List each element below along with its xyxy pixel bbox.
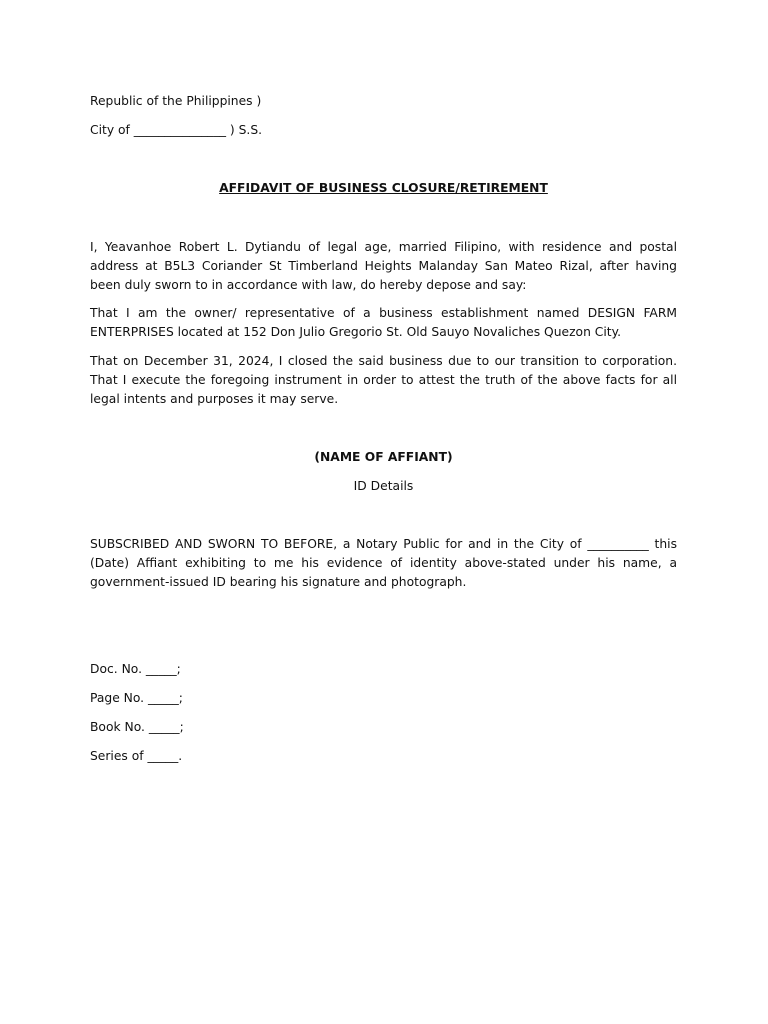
id-details-label: ID Details bbox=[353, 479, 414, 493]
paragraph-affiant-identity: I, Yeavanhoe Robert L. Dytiandu of legal age, married Filipino, with residence and postal address at B5L3 Coriander St Timberland Heights Malanday San Mateo Rizal, after having been duly sworn to in accordance with law, do hereby depose and say: bbox=[90, 240, 677, 292]
paragraph-closure-statement: That on December 31, 2024, I closed the said business due to our transition to corporation. That I execute the foregoing instrument in order to attest the truth of the above facts for all legal intents and purposes it may serve. bbox=[90, 354, 677, 406]
affiant-name-placeholder: (NAME OF AFFIANT) bbox=[314, 450, 453, 464]
city-line: City of _______________ ) S.S. bbox=[90, 123, 263, 137]
jurat-paragraph: SUBSCRIBED AND SWORN TO BEFORE, a Notary Public for and in the City of __________ this (Date) Affiant exhibiting to me his evidence of identity above-stated under his name, a government-issued ID bearing his signature and photograph. bbox=[90, 537, 677, 589]
paragraph-business-ownership: That I am the owner/ representative of a business establishment named DESIGN FARM ENTERPRISES located at 152 Don Julio Gregorio St. Old Sauyo Novaliches Quezon City. bbox=[90, 306, 677, 339]
document-title: AFFIDAVIT OF BUSINESS CLOSURE/RETIREMENT bbox=[219, 181, 548, 195]
book-no-line: Book No. _____; bbox=[90, 720, 184, 734]
series-line: Series of _____. bbox=[90, 749, 183, 763]
doc-no-line: Doc. No. _____; bbox=[90, 662, 181, 676]
republic-line: Republic of the Philippines ) bbox=[90, 94, 262, 108]
page-no-line: Page No. _____; bbox=[90, 691, 183, 705]
